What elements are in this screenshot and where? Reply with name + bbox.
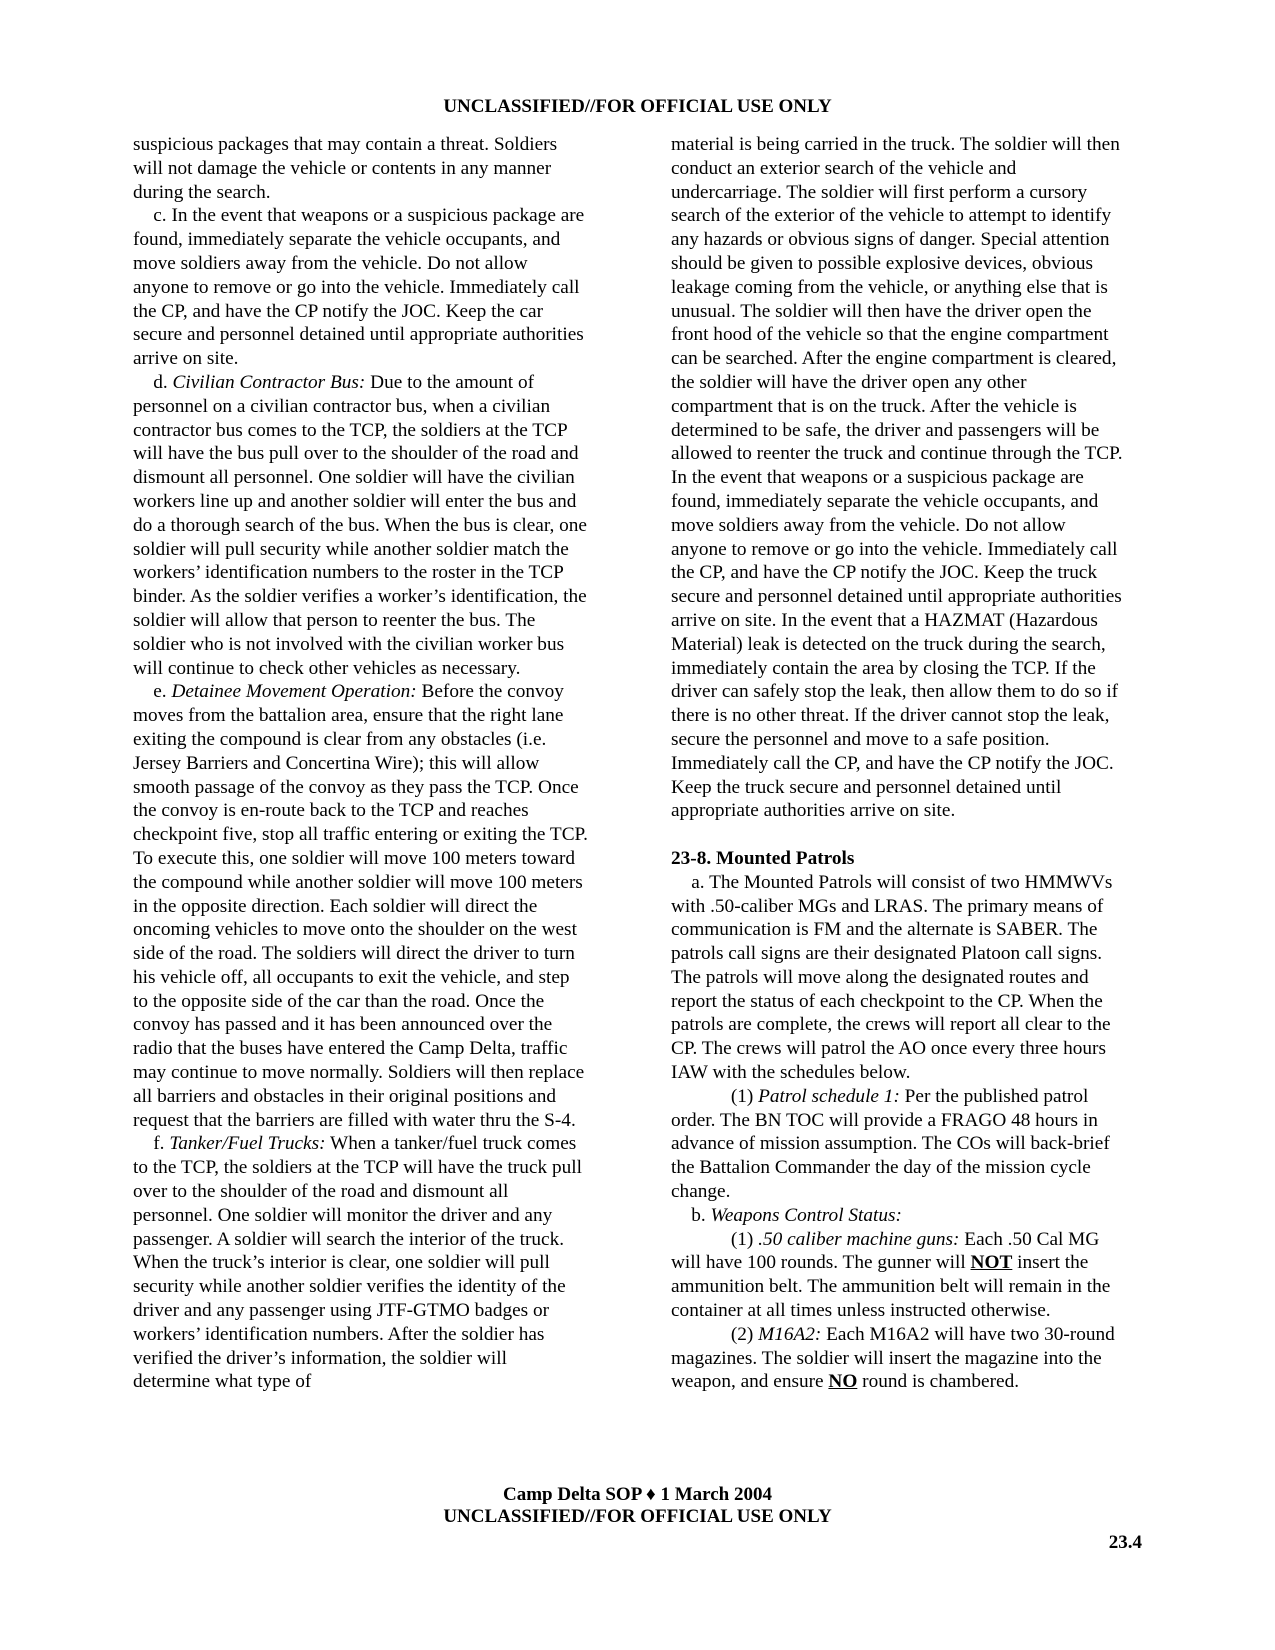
footer-classification: UNCLASSIFIED//FOR OFFICIAL USE ONLY <box>443 1506 832 1527</box>
paragraph-d <box>133 371 588 680</box>
paragraph-c: c. In the event that weapons or a suspicious package are found, immediately separate the vehicle occupants, and move soldiers away from the vehicle. Do not allow anyone to remove or go into the vehicle. Immediately call the CP, and have the CP notify the JOC. Keep the car secure and personnel detained until appropriate authorities arrive on site. <box>133 205 585 370</box>
paragraph-b1-label: (1) <box>730 1228 759 1250</box>
diamond-bullet-icon: ♦ <box>646 1484 656 1505</box>
paragraph-d-title: Civilian Contractor Bus: <box>172 371 366 393</box>
page-header-classification: UNCLASSIFIED//FOR OFFICIAL USE ONLY <box>443 96 832 117</box>
paragraph-f-text: When a tanker/fuel truck comes to the TCP, the soldiers at the TCP will have the truck pull over to the shoulder of the road and dismount all personnel. One soldier will monitor the driver and any passenger. A soldier will search the interior of the truck. When the truck’s interior is clear, one soldier will pull security while another soldier verifies the identity of the driver and any passenger using JTF-GTMO badges or workers’ identification numbers. After the soldier has verified the driver’s information, the soldier will determine what type of <box>133 1133 582 1393</box>
paragraph-e-text: Before the convoy moves from the battalion area, ensure that the right lane exiting the compound is clear from any obstacles (i.e. Jersey Barriers and Concertina Wire); this will allow smooth passage of the convoy as they pass the TCP. Once the convoy is en-route back to the TCP and reaches checkpoint five, stop all traffic entering or exiting the TCP. To execute this, one soldier will move 100 meters toward the compound while another soldier will move 100 meters in the opposite direction. Each soldier will direct the oncoming vehicles to move onto the shoulder on the west side of the road. The soldiers will direct the driver to turn his vehicle off, all occupants to exit the vehicle, and step to the opposite side of the car than the road. Once the convoy has passed and it has been announced over the radio that the buses have entered the Camp Delta, traffic may continue to move normally. Soldiers will then replace all barriers and obstacles in their original positions and request that the barriers are filled with water thru the S-4. <box>133 681 588 1131</box>
paragraph-b-label: b. <box>691 1204 711 1226</box>
paragraph-b <box>671 1204 1126 1228</box>
paragraph-e-label: e. <box>153 681 172 703</box>
page-number: 23.4 <box>1108 1532 1142 1553</box>
paragraph-a1 <box>671 1085 1126 1204</box>
paragraph-b1-text-end: insert the ammunition belt. The ammunition belt will remain in the container at all times unless instructed otherwise. <box>671 1252 1111 1322</box>
paragraph-d-label: d. <box>153 371 173 393</box>
footer-title-right: 1 March 2004 <box>655 1484 772 1505</box>
paragraph-f-title: Tanker/Fuel Trucks: <box>169 1133 326 1155</box>
footer-title-left: Camp Delta SOP <box>502 1484 647 1505</box>
paragraph-e-title: Detainee Movement Operation: <box>171 681 417 703</box>
section-heading: 23-8. Mounted Patrols <box>671 847 855 869</box>
paragraph-b-title: Weapons Control Status: <box>710 1204 902 1226</box>
paragraph-f <box>133 1132 588 1394</box>
right-column <box>671 133 1126 1394</box>
paragraph-f-label: f. <box>153 1133 170 1155</box>
emphasis-not: NOT <box>970 1252 1013 1274</box>
paragraph-f-continuation: material is being carried in the truck. The soldier will then conduct an exterior search of the vehicle and undercarriage. The soldier will first perform a cursory search of the exterior of the vehicle to attempt to identify any hazards or obvious signs of danger. Special attention should be given to possible explosive devices, obvious leakage coming from the vehicle, or anything else that is unusual. The soldier will then have the driver open the front hood of the vehicle so that the engine compartment can be searched. After the engine compartment is cleared, the soldier will have the driver open any other compartment that is on the truck. After the vehicle is determined to be safe, the driver and passengers will be allowed to reenter the truck and continue through the TCP. In the event that weapons or a suspicious package are found, immediately separate the vehicle occupants, and move soldiers away from the vehicle. Do not allow anyone to remove or go into the vehicle. Immediately call the CP, and have the CP notify the JOC. Keep the truck secure and personnel detained until appropriate authorities arrive on site. In the event that a HAZMAT (Hazardous Material) leak is detected on the truck during the search, immediately contain the area by closing the TCP. If the driver can safely stop the leak, then allow them to do so if there is no other threat. If the driver cannot stop the leak, secure the personnel and move to a safe position. Immediately call the CP, and have the CP notify the JOC. Keep the truck secure and personnel detained until appropriate authorities arrive on site. <box>671 134 1123 822</box>
paragraph-b2-label: (2) <box>730 1323 759 1345</box>
page-footer <box>0 1484 1275 1528</box>
paragraph-b1 <box>671 1228 1126 1323</box>
footer-title <box>0 1484 1275 1506</box>
paragraph-b1-text: Each .50 Cal MG will have 100 rounds. The gunner will <box>671 1228 1100 1274</box>
paragraph-b2-text-end: round is chambered. <box>857 1371 1020 1393</box>
paragraph-a1-title: Patrol schedule 1: <box>758 1085 900 1107</box>
emphasis-no: NO <box>828 1371 858 1393</box>
paragraph-continuation: suspicious packages that may contain a threat. Soldiers will not damage the vehicle or contents in any manner during the search. <box>133 134 558 203</box>
paragraph-a1-label: (1) <box>730 1085 759 1107</box>
left-column <box>133 133 588 1394</box>
paragraph-b2-title: M16A2: <box>758 1323 822 1345</box>
paragraph-a1-text: Per the published patrol order. The BN TOC will provide a FRAGO 48 hours in advance of mission assumption. The COs will back-brief the Battalion Commander the day of the mission cycle change. <box>671 1085 1110 1203</box>
paragraph-b2 <box>671 1323 1126 1394</box>
paragraph-b1-title: .50 caliber machine guns: <box>758 1228 960 1250</box>
paragraph-d-text: Due to the amount of personnel on a civilian contractor bus, when a civilian contractor bus comes to the TCP, the soldiers at the TCP will have the bus pull over to the shoulder of the road and dismount all personnel. One soldier will have the civilian workers line up and another soldier will enter the bus and do a thorough search of the bus. When the bus is clear, one soldier will pull security while another soldier match the workers’ identification numbers to the roster in the TCP binder. As the soldier verifies a worker’s identification, the soldier will allow that person to reenter the bus. The soldier who is not involved with the civilian worker bus will continue to check other vehicles as necessary. <box>133 371 587 679</box>
paragraph-b2-text: Each M16A2 will have two 30-round magazines. The soldier will insert the magazine into the weapon, and ensure <box>671 1323 1115 1393</box>
paragraph-a: a. The Mounted Patrols will consist of two HMMWVs with .50-caliber MGs and LRAS. The primary means of communication is FM and the alternate is SABER. The patrols call signs are their designated Platoon call signs. The patrols will move along the designated routes and report the status of each checkpoint to the CP. When the patrols are complete, the crews will report all clear to the CP. The crews will patrol the AO once every three hours IAW with the schedules below. <box>671 871 1113 1084</box>
paragraph-e <box>133 680 588 1132</box>
